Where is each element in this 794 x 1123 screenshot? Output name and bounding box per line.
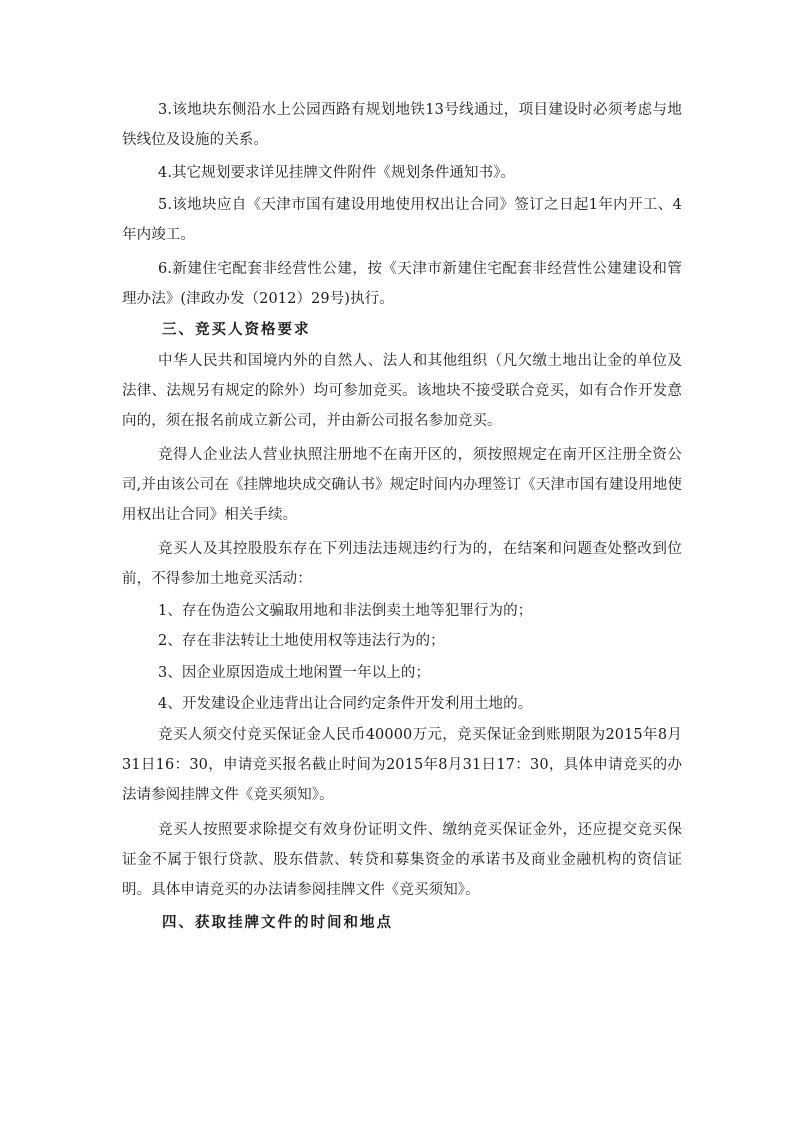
list-item-idle-land: 3、因企业原因造成土地闲置一年以上的； [158,665,431,681]
paragraph-deposit-deadline: 竞买人须交付竞买保证金人民币40000万元，竞买保证金到账期限为2015年8月31日16：30，申请竞买报名截止时间为2015年8月31日17：30，具体申请竞买的办法请参阅挂牌文件《竞买须知》。 [122,727,682,803]
paragraph-construction-schedule: 5.该地块应自《天津市国有建设用地使用权出让合同》签订之日起1年内开工、4年内竣工。 [122,197,682,243]
paragraph-registration-location: 竞得人企业法人营业执照注册地不在南开区的，须按照规定在南开区注册全资公司,并由该公司在《挂牌地块成交确认书》规定时间内办理签订《天津市国有建设用地使用权出让合同》相关手续。 [122,447,682,523]
list-item-contract-violation: 4、开发建设企业违背出让合同约定条件开发利用土地的。 [158,696,533,712]
paragraph-deposit-proof: 竞买人按照要求除提交有效身份证明文件、缴纳竞买保证金外，还应提交竞买保证金不属于银行贷款、股东借款、转贷和募集资金的承诺书及商业金融机构的资信证明。具体申请竞买的办法请参阅挂牌文件《竞买须知》。 [122,822,682,898]
section-heading-bidder-qualifications: 三、竞买人资格要求 [162,322,311,338]
paragraph-planning-notice: 4.其它规划要求详见挂牌文件附件《规划条件通知书》。 [158,165,516,181]
paragraph-violations-intro: 竞买人及其控股股东存在下列违法违规违约行为的，在结案和问题查处整改到位前，不得参加土地竞买活动： [122,541,682,587]
paragraph-public-facilities: 6.新建住宅配套非经营性公建，按《天津市新建住宅配套非经营性公建建设和管理办法》(津政办发（2012）29号)执行。 [122,261,682,307]
section-heading-obtain-documents: 四、获取挂牌文件的时间和地点 [162,915,393,931]
paragraph-metro-line: 3.该地块东侧沿水上公园西路有规划地铁13号线通过，项目建设时必须考虑与地铁线位及设施的关系。 [122,102,682,148]
list-item-forgery: 1、存在伪造公文骗取用地和非法倒卖土地等犯罪行为的； [158,603,533,619]
paragraph-eligible-bidders: 中华人民共和国境内外的自然人、法人和其他组织（凡欠缴土地出让金的单位及法律、法规另有规定的除外）均可参加竞买。该地块不接受联合竞买，如有合作开发意向的，须在报名前成立新公司，并由新公司报名参加竞买。 [122,353,682,429]
list-item-illegal-transfer: 2、存在非法转让土地使用权等违法行为的； [158,633,445,649]
